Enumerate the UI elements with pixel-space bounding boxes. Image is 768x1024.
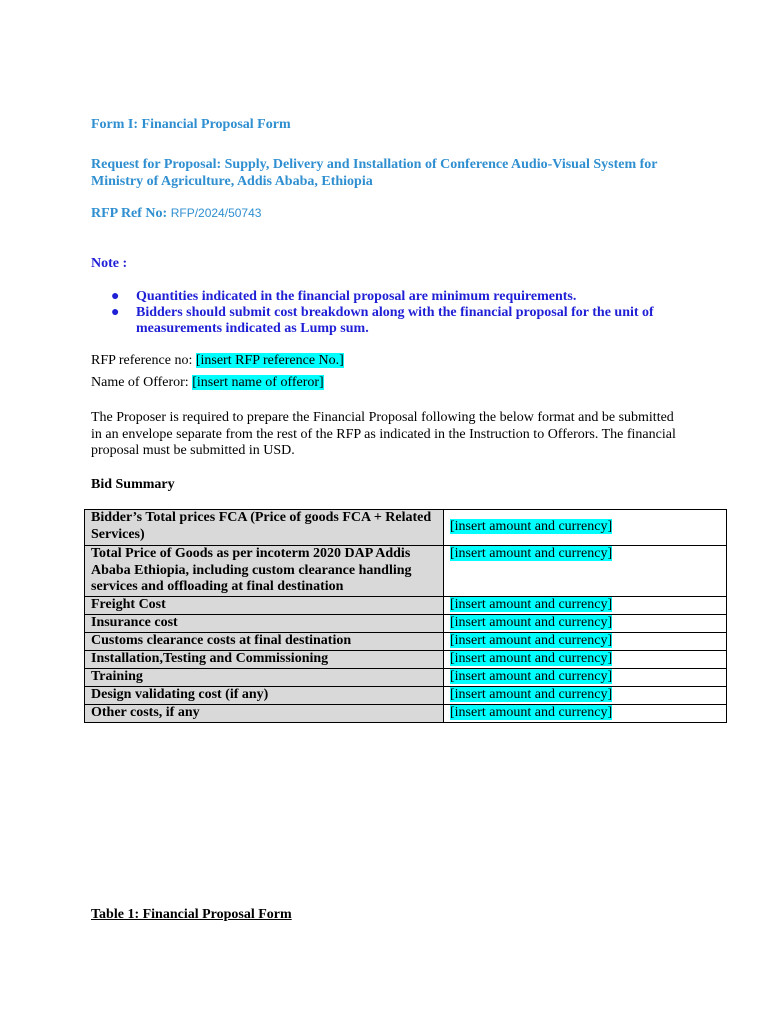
amount-cell [444,596,727,614]
amount-placeholder: [insert amount and currency] [450,546,613,561]
table-row [85,632,727,650]
rfp-title [91,157,731,190]
rfp-reference-placeholder: [insert RFP reference No.] [195,353,344,368]
amount-placeholder: [insert amount and currency] [450,596,613,612]
note-list [111,289,731,337]
instructions-line-3: proposal must be submitted in USD. [91,443,295,458]
bullet-icon: ● [111,289,120,304]
amount-placeholder: [insert amount and currency] [450,704,613,720]
cost-label: Insurance cost [85,614,444,632]
instructions-line-1: The Proposer is required to prepare the Financial Proposal following the below format and be submitted [91,410,674,425]
amount-cell [444,668,727,686]
instructions-line-2: in an envelope separate from the rest of the RFP as indicated in the Instruction to Offerors. The financial [91,426,676,442]
cost-label: Installation,Testing and Commissioning [85,650,444,668]
cost-label: Freight Cost [85,596,444,614]
cost-label: Total Price of Goods as per incoterm 2020 DAP Addis Ababa Ethiopia, including custom clearance handling services and offloading at final destination [85,546,444,597]
amount-cell [444,704,727,722]
rfp-ref-label: RFP Ref No: [91,206,168,221]
note-text: Quantities indicated in the financial proposal are minimum requirements. [136,289,577,304]
amount-placeholder: [insert amount and currency] [450,668,613,684]
offeror-placeholder: [insert name of offeror] [192,375,324,390]
amount-placeholder: [insert amount and currency] [450,632,613,648]
amount-placeholder: [insert amount and currency] [450,519,613,535]
amount-cell [444,650,727,668]
amount-cell [444,686,727,704]
table-row [85,650,727,668]
cost-label: Training [85,668,444,686]
note-item [111,289,731,305]
table-row [85,510,727,546]
amount-cell [444,632,727,650]
rfp-title-line-1: Request for Proposal: Supply, Delivery and Installation of Conference Audio-Visual System for [91,157,658,172]
table-row [85,686,727,704]
rfp-ref-value: RFP/2024/50743 [170,206,262,220]
table-row [85,596,727,614]
rfp-reference-label: RFP reference no: [91,353,193,368]
amount-cell [444,614,727,632]
offeror-label: Name of Offeror: [91,375,189,390]
offeror-field [91,375,324,392]
note-heading: Note : [91,256,128,271]
rfp-reference-field [91,353,344,370]
bid-summary-table [84,509,727,723]
bid-summary-heading: Bid Summary [91,477,175,492]
cost-label: Other costs, if any [85,704,444,722]
instructions-paragraph [91,410,741,460]
rfp-title-line-2: Ministry of Agriculture, Addis Ababa, Ethiopia [91,173,373,189]
note-item [111,305,731,337]
table-row [85,546,727,597]
cost-label: Bidder’s Total prices FCA (Price of goods FCA + Related Services) [85,510,444,546]
amount-cell [444,510,727,546]
amount-cell [444,546,727,597]
table1-heading: Table 1: Financial Proposal Form [91,907,292,922]
note-text: Bidders should submit cost breakdown along with the financial proposal for the unit of measurements indicated as Lump sum. [136,305,654,336]
amount-placeholder: [insert amount and currency] [450,686,613,702]
rfp-ref [91,206,261,222]
table-row [85,668,727,686]
cost-label: Customs clearance costs at final destination [85,632,444,650]
amount-placeholder: [insert amount and currency] [450,650,613,666]
form-title: Form I: Financial Proposal Form [91,117,291,132]
table-row [85,704,727,722]
table-row [85,614,727,632]
cost-label: Design validating cost (if any) [85,686,444,704]
bullet-icon: ● [111,305,120,320]
amount-placeholder: [insert amount and currency] [450,614,613,630]
